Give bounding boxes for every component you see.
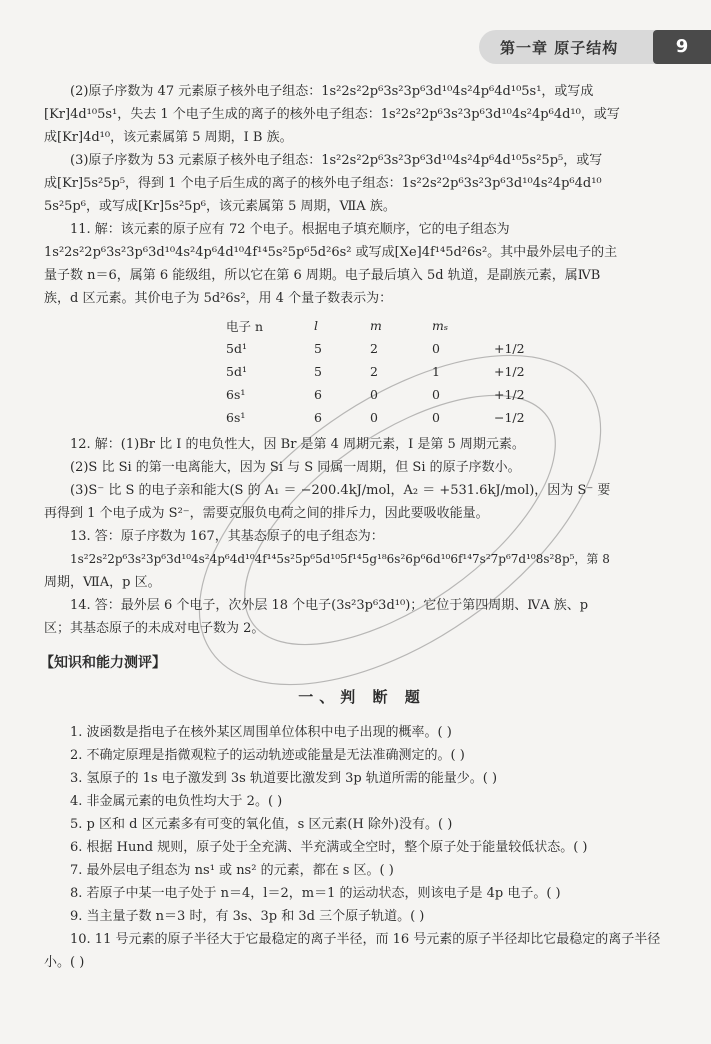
table-cell: 6	[314, 387, 322, 402]
table-cell: 5d¹	[226, 341, 247, 356]
question-item: 3. 氢原子的 1s 电子激发到 3s 轨道要比激发到 3p 轨道所需的能量少。( )	[70, 771, 498, 786]
table-header-cell	[494, 314, 564, 337]
table-header-row	[226, 314, 564, 337]
answer-line: [Kr]4d¹⁰5s¹，失去 1 个电子生成的离子的核外电子组态：1s²2s²2p⁶3s²3p⁶3d¹⁰4s²4p⁶4d¹⁰，或写	[44, 107, 620, 122]
answer-line: (2)S 比 Si 的第一电离能大，因为 Si 与 S 同属一周期，但 Si 的原子序数小。	[70, 460, 521, 475]
table-cell: +1/2	[494, 341, 525, 356]
table-cell: 0	[432, 387, 440, 402]
table-cell: 5	[314, 364, 322, 379]
answer-line: 13. 答：原子序数为 167，其基态原子的电子组态为：	[70, 529, 384, 544]
question-item: 8. 若原子中某一电子处于 n＝4，l＝2，m＝1 的运动状态，则该电子是 4p 电子。( )	[70, 886, 561, 901]
table-cell: 5	[314, 341, 322, 356]
subsection-title: 一、判 断 题	[298, 688, 426, 706]
answer-line: 成[Kr]4d¹⁰，该元素属第 5 周期，Ⅰ B 族。	[44, 130, 293, 145]
table-header-cell: 电子 n	[226, 318, 264, 334]
question-item: 2. 不确定原理是指微观粒子的运动轨迹或能量是无法准确测定的。( )	[70, 748, 465, 763]
section-title: 【知识和能力测评】	[40, 655, 166, 671]
answer-line: (2)原子序数为 47 元素原子核外电子组态：1s²2s²2p⁶3s²3p⁶3d¹⁰4s²4p⁶4d¹⁰5s¹，或写成	[70, 84, 594, 99]
table-cell: 6	[314, 410, 322, 425]
table-cell: 2	[370, 341, 378, 356]
table-cell: +1/2	[494, 387, 525, 402]
table-header-cell: m	[370, 318, 382, 333]
table-header-cell: l	[314, 318, 318, 333]
question-item: 6. 根据 Hund 规则，原子处于全充满、半充满或全空时，整个原子处于能量较低状态。( )	[70, 840, 588, 855]
table-cell: 1	[432, 364, 440, 379]
table-cell: 0	[370, 387, 378, 402]
page-content	[40, 80, 680, 974]
table-cell: 0	[432, 410, 440, 425]
question-item: 5. p 区和 d 区元素多有可变的氧化值，s 区元素(H 除外)没有。( )	[70, 817, 453, 832]
answer-line: 5s²5p⁶，或写成[Kr]5s²5p⁶，该元素属第 5 周期，ⅦA 族。	[44, 199, 396, 214]
table-row	[226, 360, 564, 383]
table-cell: 6s¹	[226, 387, 246, 402]
answer-line: (3)S⁻ 比 S 的电子亲和能大(S 的 A₁ ＝ −200.4kJ/mol，A₂ ＝ +531.6kJ/mol)，因为 S⁻ 要	[70, 483, 611, 498]
answer-line: 周期，ⅦA，p 区。	[44, 575, 161, 590]
question-item: 10. 11 号元素的原子半径大于它最稳定的离子半径，而 16 号元素的原子半径却比它最稳定的离子半径小。( )	[44, 932, 661, 970]
answer-line: 1s²2s²2p⁶3s²3p⁶3d¹⁰4s²4p⁶4d¹⁰4f¹⁴5s²5p⁶5d¹⁰5f¹⁴5g¹⁸6s²6p⁶6d¹⁰6f¹⁴7s²7p⁶7d¹⁰8s²8p⁵，第 8	[70, 552, 610, 566]
answer-line: 14. 答：最外层 6 个电子，次外层 18 个电子(3s²3p⁶3d¹⁰)；它位于第四周期、ⅣA 族、p	[70, 598, 589, 613]
answer-line: 1s²2s²2p⁶3s²3p⁶3d¹⁰4s²4p⁶4d¹⁰4f¹⁴5s²5p⁶5d²6s² 或写成[Xe]4f¹⁴5d²6s²。其中最外层电子的主	[44, 245, 618, 260]
chapter-title: 第一章 原子结构	[500, 39, 619, 57]
answer-line: 族，d 区元素。其价电子为 5d²6s²，用 4 个量子数表示为：	[44, 291, 393, 306]
answer-line: 11. 解：该元素的原子应有 72 个电子。根据电子填充顺序，它的电子组态为	[70, 222, 510, 237]
question-item: 1. 波函数是指电子在核外某区周围单位体积中电子出现的概率。( )	[70, 725, 452, 740]
page-number: 9	[653, 30, 711, 64]
question-item: 7. 最外层电子组态为 ns¹ 或 ns² 的元素，都在 s 区。( )	[70, 863, 394, 878]
table-header-cell: mₛ	[432, 318, 449, 333]
quantum-number-table	[226, 314, 564, 429]
answer-line: 再得到 1 个电子成为 S²⁻，需要克服负电荷之间的排斥力，因此要吸收能量。	[44, 506, 489, 521]
table-cell: 2	[370, 364, 378, 379]
table-row	[226, 383, 564, 406]
question-item: 4. 非金属元素的电负性均大于 2。( )	[70, 794, 283, 809]
table-row	[226, 406, 564, 429]
table-cell: −1/2	[494, 410, 525, 425]
table-cell: +1/2	[494, 364, 525, 379]
table-cell: 0	[370, 410, 378, 425]
answer-line: 12. 解：(1)Br 比 I 的电负性大，因 Br 是第 4 周期元素，I 是第 5 周期元素。	[70, 437, 525, 452]
table-cell: 0	[432, 341, 440, 356]
answer-line: 区；其基态原子的未成对电子数为 2。	[44, 621, 265, 636]
answer-line: (3)原子序数为 53 元素原子核外电子组态：1s²2s²2p⁶3s²3p⁶3d¹⁰4s²4p⁶4d¹⁰5s²5p⁵，或写	[70, 153, 603, 168]
table-cell: 6s¹	[226, 410, 246, 425]
answer-line: 量子数 n＝6，属第 6 能级组，所以它在第 6 周期。电子最后填入 5d 轨道，是副族元素，属ⅣB	[44, 268, 601, 283]
table-row	[226, 337, 564, 360]
question-item: 9. 当主量子数 n＝3 时，有 3s、3p 和 3d 三个原子轨道。( )	[70, 909, 425, 924]
answer-line: 成[Kr]5s²5p⁵，得到 1 个电子后生成的离子的核外电子组态：1s²2s²2p⁶3s²3p⁶3d¹⁰4s²4p⁶4d¹⁰	[44, 176, 602, 191]
table-cell: 5d¹	[226, 364, 247, 379]
